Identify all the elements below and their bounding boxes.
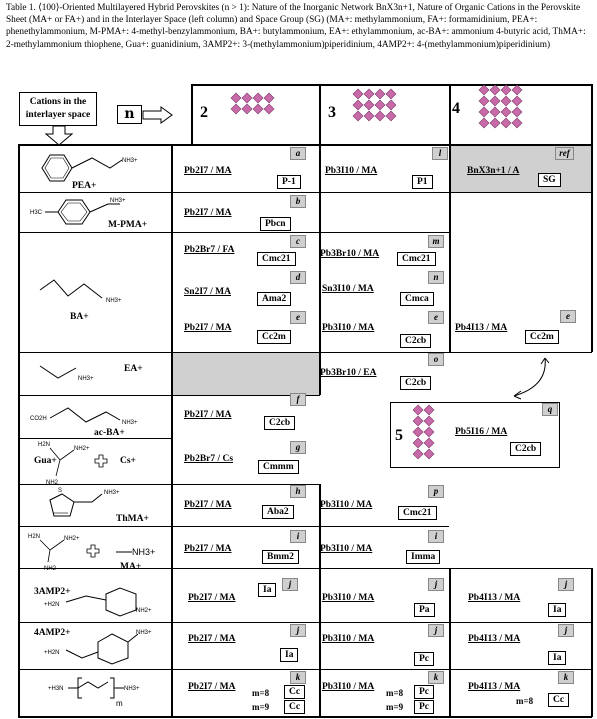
formula-ba-pb3: Pb3I10 / MA — [322, 323, 375, 333]
formula-ea-3: Pb3Br10 / EA — [320, 368, 377, 378]
sg-chain-4-m8: Cc — [548, 693, 569, 707]
sg-chain-3-m9: Pc — [414, 700, 434, 714]
ref-acba-5: q — [542, 403, 558, 416]
ref-ba-pb3br: m — [428, 235, 444, 248]
n-value-3: 3 — [328, 104, 336, 121]
ref-acba-2: f — [290, 393, 306, 406]
m8-label-3: m=8 — [386, 688, 404, 698]
sg-ba-pb3: C2cb — [400, 334, 431, 348]
octahedron-shape — [479, 107, 489, 117]
svg-text:+H2N: +H2N — [44, 602, 60, 608]
ref-ba-pb4: e — [560, 310, 576, 323]
svg-text:+H3N: +H3N — [48, 686, 64, 692]
sg-chain-3-m8: Pc — [414, 685, 434, 699]
octahedron-shape — [413, 416, 423, 426]
pea-structure-icon — [32, 150, 142, 185]
octahedron-shape — [413, 449, 423, 459]
curved-arrow-icon — [500, 356, 550, 402]
sg-chain-2-m8: Cc — [284, 685, 305, 699]
cation-thma: ThMA+ — [116, 514, 149, 524]
formula-ba-fa: Pb2Br7 / FA — [184, 245, 235, 255]
svg-text:NH2: NH2 — [46, 480, 59, 486]
svg-text:NH2+: NH2+ — [74, 446, 90, 452]
sg-ba-pb3br: Cmc21 — [397, 252, 436, 266]
octahedron-shape — [479, 85, 489, 95]
octahedron-shape — [353, 100, 363, 110]
chain-structure-icon — [44, 674, 154, 714]
octahedron-shape — [353, 89, 363, 99]
svg-text:NH3+: NH3+ — [132, 547, 156, 557]
sg-guama-3: Imma — [406, 550, 440, 564]
formula-chain-4: Pb4I13 / MA — [468, 682, 521, 692]
octahedra-n5-stack-icon — [412, 404, 442, 466]
ref-ea-3: o — [428, 353, 444, 366]
octahedron-shape — [253, 93, 263, 103]
sg-ea-3: C2cb — [400, 376, 431, 390]
svg-text:S: S — [58, 488, 63, 494]
formula-ba-sn3: Sn3I10 / MA — [322, 284, 374, 294]
cation-4amp: 4AMP2+ — [34, 628, 71, 638]
formula-acba-2: Pb2I7 / MA — [184, 410, 232, 420]
svg-text:NH3+: NH3+ — [136, 630, 152, 636]
svg-text:NH3+: NH3+ — [122, 420, 138, 426]
cation-3amp: 3AMP2+ — [34, 587, 71, 597]
ref-ba-pb3: e — [428, 311, 444, 324]
ref-mpma-2: b — [290, 195, 306, 208]
ref-gua-2: g — [290, 441, 306, 454]
svg-text:NH3+: NH3+ — [122, 158, 138, 164]
ref-4amp-2: j — [290, 624, 306, 637]
m9-label-3: m=9 — [386, 702, 404, 712]
cation-ba: BA+ — [70, 312, 89, 322]
octahedron-shape — [501, 85, 511, 95]
formula-thma-3: Pb3I10 / MA — [320, 500, 373, 510]
octahedron-shape — [501, 96, 511, 106]
formula-thma-2: Pb2I7 / MA — [184, 500, 232, 510]
octahedron-shape — [264, 93, 274, 103]
formula-mpma-2: Pb2I7 / MA — [184, 208, 232, 218]
m8-label-2: m=8 — [252, 688, 270, 698]
formula-4amp-4: Pb4I13 / MA — [468, 634, 521, 644]
ref-ba-sn2: d — [290, 271, 306, 284]
cation-acba: ac-BA+ — [94, 428, 125, 438]
ref-ba-fa: c — [290, 235, 306, 248]
down-arrow-icon — [44, 126, 74, 146]
octahedron-shape — [512, 118, 522, 128]
octahedron-shape — [353, 111, 363, 121]
octahedron-shape — [253, 104, 263, 114]
octahedron-shape — [375, 100, 385, 110]
formula-chain-3: Pb3I10 / MA — [322, 682, 375, 692]
formula-3amp-3: Pb3I10 / MA — [322, 593, 375, 603]
octahedron-shape — [375, 111, 385, 121]
octahedron-shape — [386, 89, 396, 99]
ref-guama-3: i — [428, 530, 444, 543]
octahedron-shape — [501, 118, 511, 128]
formula-guama-3: Pb3I10 / MA — [320, 544, 373, 554]
svg-text:NH2: NH2 — [44, 566, 57, 572]
octahedron-shape — [231, 104, 241, 114]
ref-3amp-4: j — [558, 578, 574, 591]
ref-guama-2: i — [290, 530, 306, 543]
formula-3amp-4: Pb4I13 / MA — [468, 593, 521, 603]
octahedron-shape — [512, 107, 522, 117]
octahedra-n4-icon — [478, 84, 528, 144]
sg-4amp-3: Pc — [414, 652, 434, 666]
octahedron-shape — [364, 100, 374, 110]
octahedron-shape — [424, 427, 434, 437]
sg-gua-2: Cmmm — [258, 460, 299, 474]
octahedron-shape — [364, 89, 374, 99]
octahedron-shape — [364, 111, 374, 121]
octahedron-shape — [490, 107, 500, 117]
formula-4amp-3: Pb3I10 / MA — [322, 634, 375, 644]
ref-4amp-4: j — [558, 624, 574, 637]
octahedron-shape — [242, 104, 252, 114]
octahedron-shape — [424, 405, 434, 415]
sg-ba-pb2: Cc2m — [257, 330, 291, 344]
formula-pea-2: Pb2I7 / MA — [184, 166, 232, 176]
sg-acba-5: C2cb — [510, 442, 541, 456]
legend-sg: SG — [538, 173, 561, 187]
cation-cs: Cs+ — [120, 456, 136, 466]
sg-thma-2: Aba2 — [262, 505, 294, 519]
ref-pea-2: a — [290, 147, 306, 160]
svg-text:NH3+: NH3+ — [124, 686, 140, 692]
sg-chain-2-m9: Cc — [284, 700, 305, 714]
3amp-structure-icon — [40, 584, 150, 624]
formula-ba-pb3br: Pb3Br10 / MA — [320, 249, 380, 259]
octahedron-shape — [512, 85, 522, 95]
legend-formula: BnX3n+1 / A — [467, 166, 520, 176]
ref-3amp-2: j — [282, 578, 298, 591]
octahedron-shape — [386, 100, 396, 110]
svg-text:NH2+: NH2+ — [136, 608, 152, 614]
cation-pea: PEA+ — [72, 181, 97, 191]
n-value-5: 5 — [395, 427, 403, 444]
formula-acba-5: Pb5I16 / MA — [455, 427, 508, 437]
svg-text:NH3+: NH3+ — [106, 298, 122, 304]
4amp-structure-icon — [40, 628, 150, 668]
octahedron-shape — [490, 85, 500, 95]
m9-label-2: m=9 — [252, 702, 270, 712]
sg-4amp-2: Ia — [280, 648, 298, 662]
ba-structure-icon — [36, 272, 146, 312]
formula-4amp-2: Pb2I7 / MA — [188, 634, 236, 644]
formula-guama-2: Pb2I7 / MA — [184, 544, 232, 554]
octahedron-shape — [424, 416, 434, 426]
formula-ba-pb2: Pb2I7 / MA — [184, 323, 232, 333]
octahedron-shape — [512, 96, 522, 106]
sg-guama-2: Bmm2 — [262, 550, 299, 564]
octahedron-shape — [264, 104, 274, 114]
cation-mpma: M-PMA+ — [108, 220, 148, 230]
sg-pea-3: P1 — [412, 175, 433, 189]
formula-pea-3: Pb3I10 / MA — [325, 166, 378, 176]
octahedron-shape — [479, 118, 489, 128]
n-value-2: 2 — [200, 104, 208, 121]
octahedron-shape — [479, 96, 489, 106]
octahedron-shape — [490, 96, 500, 106]
ref-ba-pb2: e — [290, 311, 306, 324]
sg-3amp-3: Pa — [414, 603, 435, 617]
octahedron-shape — [424, 449, 434, 459]
svg-text:NH3+: NH3+ — [110, 198, 126, 204]
svg-text:NH3+: NH3+ — [78, 376, 94, 382]
svg-text:H2N: H2N — [28, 534, 41, 540]
ref-chain-4: k — [558, 671, 574, 684]
sg-ba-fa: Cmc21 — [257, 252, 296, 266]
acba-structure-icon — [30, 402, 150, 432]
formula-ba-sn2: Sn2I7 / MA — [184, 287, 231, 297]
ref-pea-3: l — [432, 147, 448, 160]
ea-structure-icon — [36, 358, 136, 388]
svg-text:NH2+: NH2+ — [64, 536, 80, 542]
sg-pea-2: P-1 — [277, 175, 301, 189]
octahedron-shape — [490, 118, 500, 128]
cation-ea: EA+ — [124, 364, 143, 374]
svg-text:m: m — [116, 699, 123, 708]
formula-gua-2: Pb2Br7 / Cs — [184, 454, 234, 464]
octahedron-shape — [231, 93, 241, 103]
right-arrow-icon — [143, 107, 173, 123]
octahedra-n3-icon — [352, 88, 402, 138]
svg-text:NH3+: NH3+ — [104, 490, 120, 496]
n-value-4: 4 — [452, 100, 460, 117]
cations-header-box: Cations in the interlayer space — [19, 92, 97, 126]
m8-label-4: m=8 — [516, 696, 534, 706]
sg-thma-3: Cmc21 — [398, 506, 437, 520]
cation-ma: MA+ — [120, 562, 142, 572]
octahedron-shape — [413, 438, 423, 448]
formula-3amp-2: Pb2I7 / MA — [188, 593, 236, 603]
sg-acba-2: C2cb — [264, 416, 295, 430]
octahedron-shape — [413, 427, 423, 437]
octahedron-shape — [386, 111, 396, 121]
plus-icon — [94, 454, 108, 468]
plus-icon-2 — [86, 544, 100, 558]
sg-ba-sn2: Ama2 — [257, 292, 291, 306]
ref-thma-3: p — [428, 485, 444, 498]
sg-mpma-2: Pbcn — [260, 217, 291, 231]
n-header-box: n — [117, 105, 142, 124]
octahedron-shape — [501, 107, 511, 117]
svg-text:CO2H: CO2H — [30, 416, 47, 422]
ref-3amp-3: j — [428, 578, 444, 591]
sg-3amp-4: Ia — [548, 603, 566, 617]
svg-text:H2N: H2N — [38, 442, 51, 448]
sg-ba-pb4: Cc2m — [525, 330, 559, 344]
svg-text:H3C: H3C — [30, 210, 43, 216]
sg-ba-sn3: Cmca — [400, 292, 434, 306]
formula-ba-pb4: Pb4I13 / MA — [455, 323, 508, 333]
octahedron-shape — [375, 89, 385, 99]
ref-ba-sn3: n — [428, 271, 444, 284]
ref-chain-2: k — [290, 671, 306, 684]
sg-4amp-4: Ia — [548, 651, 566, 665]
ref-chain-3: k — [428, 671, 444, 684]
octahedron-shape — [413, 405, 423, 415]
octahedron-shape — [242, 93, 252, 103]
octahedron-shape — [424, 438, 434, 448]
legend-ref: ref — [555, 147, 574, 160]
formula-chain-2: Pb2I7 / MA — [188, 682, 236, 692]
table-caption: Table 1. ⟨100⟩-Oriented Multilayered Hybrid Perovskites (n > 1): Nature of the Inorganic Network BnX3n+1, Nature of Organic Cations in the Perovskite Sheet (MA+ or FA+) and in the Interlayer Space (left column) and Space Group (SG) (MA+: methylammonium, FA+: formamidinium, PEA+: phenethylammonium, M-PMA+: 4-methyl-benzylammonium, BA+: butylammonium, EA+: ethylammonium, ac-BA+: ammonium 4-butyric acid, ThMA+: 2-methylammonium thiophene, Gua+: guanidinium, 3AMP2+: 3-(methylammonium)piperidinium, 4AMP2+: 4-(methylammonium)piperidinium) — [6, 3, 586, 50]
sg-3amp-2: Ia — [258, 583, 276, 597]
ref-thma-2: h — [290, 485, 306, 498]
octahedra-n2-icon — [230, 92, 280, 132]
ref-4amp-3: j — [428, 624, 444, 637]
svg-text:+H2N: +H2N — [44, 650, 60, 656]
empty-cell-gray — [171, 352, 319, 395]
cation-gua: Gua+ — [34, 456, 57, 466]
